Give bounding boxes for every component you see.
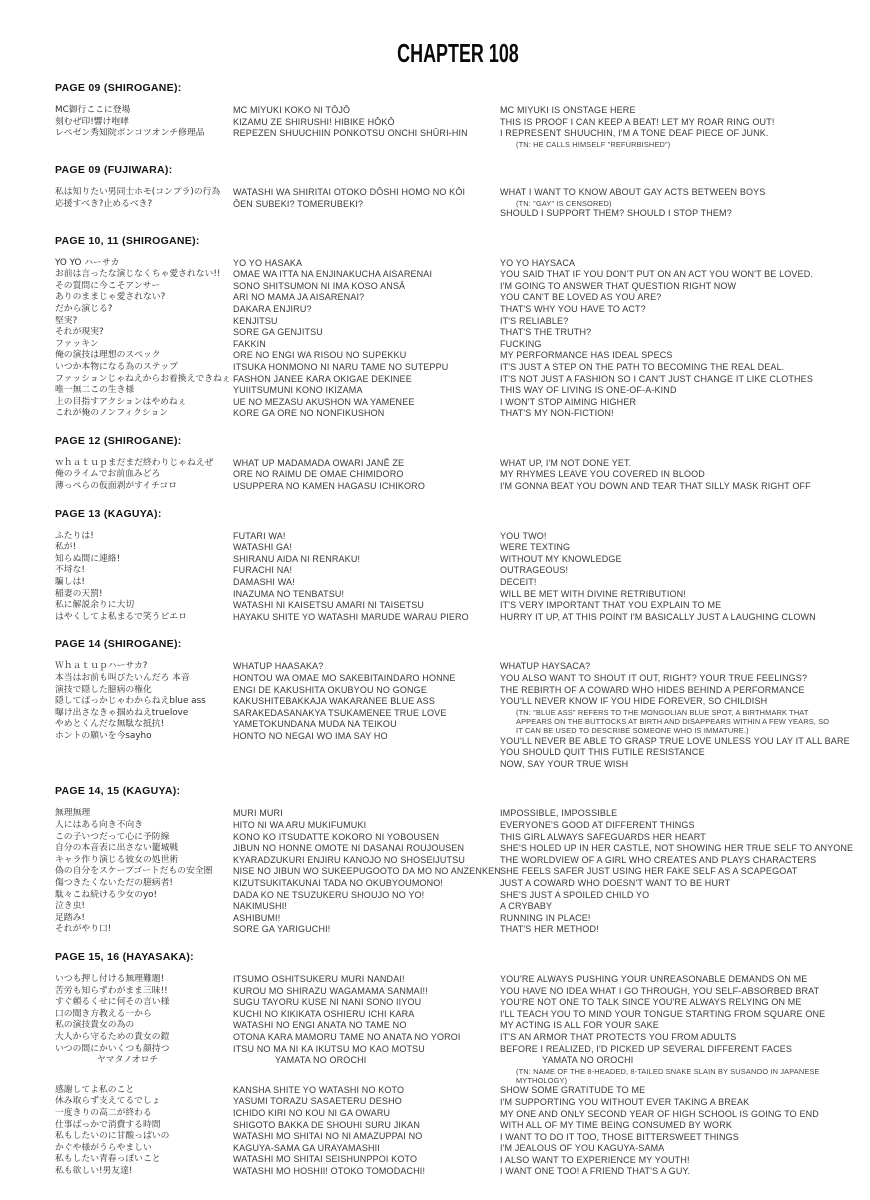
script-line-jp: お前は言ったな演じなくちゃ愛されない!! (55, 269, 221, 280)
script-line-jp: 私の演技貴女の為の (55, 1020, 135, 1031)
script-line-ro: DAMASHI WA! (233, 577, 295, 588)
japanese-column (55, 531, 233, 624)
script-line-jp: いつか本物になる為のステップ (55, 361, 178, 372)
script-section (55, 235, 860, 420)
romaji-column (233, 808, 500, 936)
script-line-en: YOU TWO! (500, 530, 547, 541)
script-line-jp: 本当はお前も叫びたいんだろ 本音 (55, 673, 190, 683)
script-line-ro: ENGI DE KAKUSHITA OKUBYOU NO GONGE (233, 684, 427, 695)
columns-row (55, 105, 860, 149)
script-line-ro: ITSUMO OSHITSUKERU MURI NANDAI! (233, 973, 405, 984)
translator-note: (TN: NAME OF THE 8-HEADED, 8-TAILED SNAKE SLAIN BY SUSANOO IN JAPANESE MYTHOLOGY) (516, 1066, 820, 1086)
romaji-column (233, 661, 500, 742)
script-line-ro: NISE NO JIBUN WO SUKEEPUGOOTO DA MO NO ANZENKEN (233, 866, 501, 877)
script-line-ro: WATASHI MO SHITAI SEISHUNPPOI KOTO (233, 1154, 418, 1165)
script-line-en: YOU CAN'T BE LOVED AS YOU ARE? (500, 292, 662, 303)
japanese-column (55, 258, 233, 420)
japanese-column (55, 808, 233, 936)
script-line-jp: 自分の本音表に出さない籠城戦 (55, 843, 179, 854)
script-line-en: I'M JEALOUS OF YOU KAGUYA-SAMA (500, 1143, 665, 1154)
script-line-ro: UE NO MEZASU AKUSHON WA YAMENEE (233, 396, 415, 407)
script-line-jp: その質問に今こそアンサー (55, 280, 161, 291)
script-line-jp: 私は知りたい男同士ホモ(コンプラ)の行為 (55, 187, 221, 198)
script-section (55, 508, 860, 624)
script-line-en: IT'S VERY IMPORTANT THAT YOU EXPLAIN TO ME (500, 600, 722, 611)
script-line-en: THAT'S HER METHOD! (500, 924, 599, 935)
script-line-en: IT'S JUST A STEP ON THE PATH TO BECOMING THE REAL DEAL. (500, 361, 785, 372)
english-column (500, 458, 870, 493)
script-line-ro: OMAE WA ITTA NA ENJINAKUCHA AISARENAI (233, 269, 433, 280)
script-line-en: NOW, SAY YOUR TRUE WISH (500, 758, 629, 769)
script-line-en: YOU'RE NOT ONE TO TALK SINCE YOU'RE ALWAYS RELYING ON ME (500, 997, 802, 1008)
script-line-jp: ｗｈａｔｕｐまだまだ終わりじゃねえぜ (55, 457, 214, 468)
script-line-ro: DADA KO NE TSUZUKERU SHOUJO NO YO! (233, 889, 425, 900)
script-line-ro: MURI MURI (233, 808, 283, 819)
script-line-en: BEFORE I REALIZED, I'D PICKED UP SEVERAL DIFFERENT FACES (500, 1043, 793, 1054)
script-line-en: JUST A COWARD WHO DOESN'T WANT TO BE HURT (500, 878, 731, 889)
script-line-en: FUCKING (500, 338, 542, 349)
japanese-column (55, 458, 233, 493)
chapter-title: CHAPTER 108 (396, 38, 519, 68)
script-line-ro: KONO KO ITSUDATTE KOKORO NI YOBOUSEN (233, 831, 440, 842)
script-line-ro: KANSHA SHITE YO WATASHI NO KOTO (233, 1084, 405, 1095)
script-line-jp: いつも押し付ける無理難題! (55, 973, 165, 984)
script-line-ro: WATASHI WA SHIRITAI OTOKO DŌSHI HOMO NO KŌI (233, 187, 466, 198)
columns-row (55, 187, 860, 219)
script-line-jp: 傷つきたくないただの臆病者! (55, 878, 173, 889)
script-line-ro: ICHIDO KIRI NO KOU NI GA OWARU (233, 1107, 391, 1118)
script-line-jp: 大人から守るための貴女の鎧 (55, 1031, 170, 1042)
script-line-en: DECEIT! (500, 577, 537, 588)
script-line-ro: USUPPERA NO KAMEN HAGASU ICHIKORO (233, 481, 425, 492)
script-line-en: SHOULD I SUPPORT THEM? SHOULD I STOP THEM? (500, 207, 732, 218)
script-line-jp: 私に解説余りに大切 (55, 600, 135, 611)
section-header: PAGE 10, 11 (SHIROGANE): (55, 234, 200, 247)
script-line-en: YOU SHOULD QUIT THIS FUTILE RESISTANCE (500, 747, 705, 758)
script-line-en: MY ACTING IS ALL FOR YOUR SAKE (500, 1020, 659, 1031)
script-line-jp: 騙しは! (55, 577, 85, 588)
script-line-en: THIS WAY OF LIVING IS ONE-OF-A-KIND (500, 385, 677, 396)
script-section (55, 82, 860, 149)
script-line-jp: それが現実? (55, 327, 104, 338)
script-line-en: THAT'S MY NON-FICTION! (500, 408, 614, 419)
script-line-jp: 一度きりの高二が終わる (55, 1107, 152, 1118)
script-line-jp: 人にはある向き不向き (55, 820, 143, 831)
japanese-column (55, 974, 233, 1178)
script-line-jp: 知らぬ間に連絡! (55, 553, 121, 564)
script-line-ro: SHIGOTO BAKKA DE SHOUHI SURU JIKAN (233, 1119, 420, 1130)
script-line-jp: 刻むぜ印!響け咆哮 (55, 116, 129, 127)
script-line-en: SHE'S JUST A SPOILED CHILD YO (500, 889, 650, 900)
script-line-ro: WATASHI NO ENGI ANATA NO TAME NO (233, 1020, 407, 1031)
section-header: PAGE 12 (SHIROGANE): (55, 434, 182, 447)
script-line-jp: 曝け出さなきゃ掴めねえtruelove (55, 707, 189, 718)
script-line-jp: 口の聞き方教える一から (55, 1008, 152, 1019)
script-line-en: YO YO HAYSACA (500, 257, 576, 268)
script-line-jp: 休み取らず支えてるでしょ (55, 1096, 161, 1107)
script-line-en: SHE'S HOLED UP IN HER CASTLE, NOT SHOWING HER TRUE SELF TO ANYONE (500, 843, 854, 854)
script-line-ro: SHIRANU AIDA NI RENRAKU! (233, 553, 361, 564)
script-section (55, 785, 860, 936)
script-line-jp: 俺のライムでお前血みどろ (55, 469, 161, 480)
romaji-column (233, 187, 500, 210)
script-line-en: IT'S NOT JUST A FASHION SO I CAN'T JUST CHANGE IT LIKE CLOTHES (500, 373, 813, 384)
script-line-jp: MC御行ここに登場 (55, 105, 131, 115)
script-line-jp: 仕事ばっかで消費する時間 (55, 1119, 161, 1130)
script-line-ro: JIBUN NO HONNE OMOTE NI DASANAI ROUJOUSEN (233, 843, 465, 854)
script-line-en: I ALSO WANT TO EXPERIENCE MY YOUTH! (500, 1154, 690, 1165)
script-line-en: YOU HAVE NO IDEA WHAT I GO THROUGH, YOU SELF-ABSORBED BRAT (500, 985, 820, 996)
columns-row (55, 458, 860, 493)
english-column (500, 808, 870, 936)
translator-note: (TN: HE CALLS HIMSELF "REFURBISHED") (516, 139, 671, 149)
script-line-ro: FURACHI NA! (233, 565, 293, 576)
script-line-ro: FAKKIN (233, 338, 266, 349)
script-line-en: IMPOSSIBLE, IMPOSSIBLE (500, 808, 618, 819)
script-line-en: WHAT I WANT TO KNOW ABOUT GAY ACTS BETWEEN BOYS (500, 187, 766, 198)
script-line-jp: 偽の自分をスケープゴートだもの安全圏 (55, 866, 213, 877)
script-line-ro: YASUMI TORAZU SASAETERU DESHO (233, 1096, 402, 1107)
script-line-ro: WATASHI MO HOSHII! OTOKO TOMODACHI! (233, 1165, 426, 1176)
script-line-jp: 足踏み! (55, 912, 85, 923)
script-line-ro: KORE GA ORE NO NONFIKUSHON (233, 408, 385, 419)
script-line-ro: DAKARA ENJIRU? (233, 303, 312, 314)
script-section (55, 951, 860, 1178)
english-column (500, 661, 870, 770)
script-line-jp: ありのままじゃ愛されない? (55, 292, 166, 303)
script-line-en: I'M GONNA BEAT YOU DOWN AND TEAR THAT SILLY MASK RIGHT OFF (500, 481, 811, 492)
section-header: PAGE 15, 16 (HAYASAKA): (55, 950, 194, 963)
script-section (55, 638, 860, 770)
romaji-column (233, 974, 500, 1178)
section-header: PAGE 13 (KAGUYA): (55, 507, 162, 520)
script-line-ro: INAZUMA NO TENBATSU! (233, 588, 345, 599)
english-column (500, 531, 870, 624)
japanese-column (55, 105, 233, 140)
script-line-jp: 泣き虫! (55, 901, 85, 912)
script-line-ro: YAMATA NO OROCHI (275, 1055, 367, 1066)
script-line-jp: それがやり口! (55, 924, 112, 935)
script-line-ro: NAKIMUSHI! (233, 901, 288, 912)
script-line-en: IT'S AN ARMOR THAT PROTECTS YOU FROM ADULTS (500, 1031, 737, 1042)
script-line-ro: ORE NO ENGI WA RISOU NO SUPEKKU (233, 350, 407, 361)
script-line-en: MY PERFORMANCE HAS IDEAL SPECS (500, 350, 673, 361)
script-line-ro: WATASHI MO SHITAI NO NI AMAZUPPAI NO (233, 1131, 423, 1142)
script-line-jp: 駄々こね続ける少女のyo! (55, 889, 158, 900)
script-line-jp: いつの間にかいくつも顔持つ (55, 1043, 170, 1054)
script-line-ro: SARAKEDASANAKYA TSUKAMENEE TRUE LOVE (233, 707, 447, 718)
script-line-ro: WHAT UP MADAMADA OWARI JANĒ ZE (233, 457, 405, 468)
romaji-column (233, 531, 500, 624)
script-line-ro: KAKUSHITEBAKKAJA WAKARANEE BLUE ASS (233, 696, 435, 707)
script-line-en: SHOW SOME GRATITUDE TO ME (500, 1085, 646, 1096)
script-line-en: OUTRAGEOUS! (500, 565, 569, 576)
script-line-jp: 苦労も知らずわがまま三昧!! (55, 985, 168, 996)
script-line-ro: YO YO HASAKA (233, 257, 303, 268)
script-line-ro: HONTO NO NEGAI WO IMA SAY HO (233, 730, 388, 741)
script-line-ro: WHATUP HAASAKA? (233, 661, 324, 672)
script-line-jp: 演技で隠した臆病の権化 (55, 684, 152, 695)
script-line-ro: FASHON JANEE KARA OKIGAE DEKINEE (233, 373, 412, 384)
script-line-en: I WANT ONE TOO! A FRIEND THAT'S A GUY. (500, 1166, 691, 1177)
section-header: PAGE 09 (SHIROGANE): (55, 82, 182, 94)
script-line-en: YOU SAID THAT IF YOU DON'T PUT ON AN ACT YOU WON'T BE LOVED. (500, 269, 814, 280)
script-line-ro: WATASHI GA! (233, 542, 292, 553)
script-line-jp: ヤマタノオロチ (97, 1055, 159, 1066)
english-column (500, 974, 870, 1178)
script-line-ro: KYARADZUKURI ENJIRU KANOJO NO SHOSEIJUTSU (233, 854, 466, 865)
script-line-en: A CRYBABY (500, 901, 553, 912)
script-line-en: HURRY IT UP, AT THIS POINT I'M BASICALLY JUST A LAUGHING CLOWN (500, 611, 816, 622)
script-line-jp: 無理無理 (55, 808, 91, 819)
script-line-jp: Ｗｈａｔｕｐハーサカ? (55, 661, 148, 672)
script-line-en: THAT'S THE TRUTH? (500, 327, 592, 338)
english-column (500, 258, 870, 420)
script-line-en: YOU ALSO WANT TO SHOUT IT OUT, RIGHT? YOUR TRUE FEELINGS? (500, 673, 808, 683)
script-line-jp: すぐ頼るくせに何その言い様 (55, 997, 170, 1008)
script-line-jp: ファッションじゃねえからお着換えできねぇ (55, 373, 231, 384)
script-line-en: YAMATA NO OROCHI (542, 1055, 634, 1066)
columns-row (55, 258, 860, 420)
script-line-en: WILL BE MET WITH DIVINE RETRIBUTION! (500, 588, 686, 599)
english-column (500, 105, 870, 149)
script-line-ro: YAMETOKUNDANA MUDA NA TEIKOU (233, 719, 397, 730)
script-line-jp: ホントの願いを今sayho (55, 730, 152, 741)
script-line-en: YOU'LL NEVER KNOW IF YOU HIDE FOREVER, SO CHILDISH (500, 696, 768, 707)
script-line-ro: KIZUTSUKITAKUNAI TADA NO OKUBYOUMONO! (233, 878, 444, 889)
script-line-ro: REPEZEN SHUUCHIIN PONKOTSU ONCHI SHŪRI-HIN (233, 128, 468, 139)
script-line-en: I'LL TEACH YOU TO MIND YOUR TONGUE STARTING FROM SQUARE ONE (500, 1008, 826, 1019)
script-line-en: WHAT UP, I'M NOT DONE YET. (500, 457, 632, 468)
script-line-en: MY ONE AND ONLY SECOND YEAR OF HIGH SCHOOL IS GOING TO END (500, 1108, 819, 1119)
script-line-jp: だから演じる? (55, 303, 113, 314)
script-line-en: MY RHYMES LEAVE YOU COVERED IN BLOOD (500, 469, 705, 480)
script-line-ro: MC MIYUKI KOKO NI TŌJŌ (233, 105, 351, 115)
script-line-jp: かぐや様がうらやましい (55, 1142, 152, 1153)
script-line-ro: SORE GA GENJITSU (233, 327, 323, 338)
script-line-ro: SONO SHITSUMON NI IMA KOSO ANSĀ (233, 280, 406, 291)
script-line-jp: 上の目指すアクションはやめねぇ (55, 396, 187, 407)
script-line-jp: この子いつだって心に予防線 (55, 831, 170, 842)
script-line-en: THIS GIRL ALWAYS SAFEGUARDS HER HEART (500, 831, 706, 842)
script-line-ro: ASHIBUMI! (233, 912, 281, 923)
script-line-ro: SUGU TAYORU KUSE NI NANI SONO IIYOU (233, 997, 422, 1008)
script-line-jp: 唯一無二この生き様 (55, 385, 135, 396)
script-line-jp: 不埒な! (55, 565, 85, 576)
script-line-en: WERE TEXTING (500, 542, 571, 553)
script-line-ro: OTONA KARA MAMORU TAME NO ANATA NO YOROI (233, 1031, 461, 1042)
script-line-ro: ARI NO MAMA JA AISARENAI? (233, 292, 365, 303)
columns-row (55, 974, 860, 1178)
script-line-en: THE REBIRTH OF A COWARD WHO HIDES BEHIND A PERFORMANCE (500, 684, 805, 695)
romaji-column (233, 258, 500, 420)
script-line-jp: 俺の演技は理想のスペック (55, 350, 161, 361)
translator-note: (TN: "GAY" IS CENSORED) (516, 198, 612, 208)
script-line-jp: これが俺のノンフィクション (55, 408, 169, 419)
title-row (55, 40, 860, 67)
section-header: PAGE 14, 15 (KAGUYA): (55, 785, 181, 798)
script-line-jp: はやくしてよ私まるで笑うピエロ (55, 611, 187, 622)
sections-container (55, 82, 860, 1178)
script-section (55, 435, 860, 493)
script-line-en: WHATUP HAYSACA? (500, 661, 591, 672)
script-line-en: MC MIYUKI IS ONSTAGE HERE (500, 105, 636, 115)
romaji-column (233, 458, 500, 493)
japanese-column (55, 661, 233, 742)
section-header: PAGE 14 (SHIROGANE): (55, 638, 182, 651)
script-line-en: YOU'RE ALWAYS PUSHING YOUR UNREASONABLE DEMANDS ON ME (500, 973, 808, 984)
script-line-jp: 感謝してよ私のこと (55, 1084, 135, 1095)
script-line-jp: 隠してばっかじゃわからねえblue ass (55, 696, 206, 707)
script-line-jp: 応援すべき?止めるべき? (55, 198, 153, 209)
columns-row (55, 808, 860, 936)
translation-script-page (0, 40, 870, 1178)
japanese-column (55, 187, 233, 210)
columns-row (55, 531, 860, 624)
script-section (55, 164, 860, 219)
script-line-ro: YUIITSUMUNI KONO IKIZAMA (233, 385, 363, 396)
script-line-jp: やめとくんだな無駄な抵抗! (55, 719, 165, 730)
script-line-en: RUNNING IN PLACE! (500, 912, 591, 923)
script-line-ro: HAYAKU SHITE YO WATASHI MARUDE WARAU PIERO (233, 611, 469, 622)
script-line-ro: KENJITSU (233, 315, 278, 326)
script-line-jp: レペゼン秀知院ポンコツオンチ修理品 (55, 128, 205, 139)
script-line-ro: WATASHI NI KAISETSU AMARI NI TAISETSU (233, 600, 425, 611)
romaji-column (233, 105, 500, 140)
translator-note: (TN: "BLUE ASS" REFERS TO THE MONGOLIAN BLUE SPOT, A BIRTHMARK THAT APPEARS ON THE BUTTOCKS AT BIRTH AND DISAPPEARS WITHIN A FEW YEARS, SO IT CAN BE USED TO DESCRIBE SOMEONE WHO IS IMMATURE.) (516, 707, 830, 736)
script-line-ro: HITO NI WA ARU MUKIFUMUKI (233, 820, 367, 831)
script-line-ro: KUROU MO SHIRAZU WAGAMAMA SANMAI!! (233, 985, 428, 996)
script-line-en: WITHOUT MY KNOWLEDGE (500, 553, 622, 564)
script-line-jp: ふたりは! (55, 530, 94, 541)
script-line-en: YOU'LL NEVER BE ABLE TO GRASP TRUE LOVE UNLESS YOU LAY IT ALL BARE (500, 735, 850, 746)
script-line-ro: ITSU NO MA NI KA IKUTSU MO KAO MOTSU (233, 1043, 425, 1054)
script-line-jp: 私もしたいのに甘酸っぱいの (55, 1131, 170, 1142)
script-line-jp: 私が! (55, 542, 77, 553)
script-line-jp: 私もしたい青春っぽいこと (55, 1154, 161, 1165)
script-line-en: I WON'T STOP AIMING HIGHER (500, 396, 637, 407)
script-line-jp: 私も欲しい!男友達! (55, 1165, 133, 1176)
script-line-ro: KAGUYA-SAMA GA URAYAMASHII (233, 1142, 380, 1153)
script-line-en: EVERYONE'S GOOD AT DIFFERENT THINGS (500, 820, 695, 831)
script-line-en: SHE FEELS SAFER JUST USING HER FAKE SELF AS A SCAPEGOAT (500, 866, 798, 877)
script-line-en: THIS IS PROOF I CAN KEEP A BEAT! LET MY ROAR RING OUT! (500, 116, 775, 127)
script-line-ro: KUCHI NO KIKIKATA OSHIERU ICHI KARA (233, 1008, 415, 1019)
script-line-en: THE WORLDVIEW OF A GIRL WHO CREATES AND PLAYS CHARACTERS (500, 854, 817, 865)
script-line-en: WITH ALL OF MY TIME BEING CONSUMED BY WORK (500, 1120, 732, 1131)
script-line-ro: ITSUKA HONMONO NI NARU TAME NO SUTEPPU (233, 361, 449, 372)
line-gap (55, 1067, 233, 1085)
script-line-jp: YO YO ハーサカ (55, 257, 120, 268)
script-line-jp: ファッキン (55, 338, 99, 349)
script-line-ro: ORE NO RAIMU DE OMAE CHIMIDORO (233, 469, 404, 480)
script-line-en: I WANT TO DO IT TOO, THOSE BITTERSWEET THINGS (500, 1131, 739, 1142)
script-line-en: THAT'S WHY YOU HAVE TO ACT? (500, 303, 646, 314)
script-line-ro: SORE GA YARIGUCHI! (233, 924, 331, 935)
script-line-en: IT'S RELIABLE? (500, 315, 569, 326)
script-line-jp: 堅実? (55, 315, 78, 326)
english-column (500, 187, 870, 219)
section-header: PAGE 09 (FUJIWARA): (55, 164, 173, 177)
script-line-jp: キャラ作り演じる彼女の処世術 (55, 854, 179, 865)
script-line-ro: HONTOU WA OMAE MO SAKEBITAINDARO HONNE (233, 673, 456, 683)
script-line-jp: 薄っぺらの仮面剥がすイチコロ (55, 481, 178, 492)
line-gap (233, 1067, 500, 1085)
script-line-ro: FUTARI WA! (233, 530, 286, 541)
columns-row (55, 661, 860, 770)
script-line-en: I'M GOING TO ANSWER THAT QUESTION RIGHT NOW (500, 280, 737, 291)
script-line-ro: ŌEN SUBEKI? TOMERUBEKI? (233, 198, 364, 209)
script-line-ro: KIZAMU ZE SHIRUSHI! HIBIKE HŌKŌ (233, 116, 395, 127)
script-line-en: I'M SUPPORTING YOU WITHOUT EVER TAKING A BREAK (500, 1096, 750, 1107)
script-line-en: I REPRESENT SHUUCHIN, I'M A TONE DEAF PIECE OF JUNK. (500, 128, 769, 139)
script-line-jp: 稲妻の天罰! (55, 588, 103, 599)
